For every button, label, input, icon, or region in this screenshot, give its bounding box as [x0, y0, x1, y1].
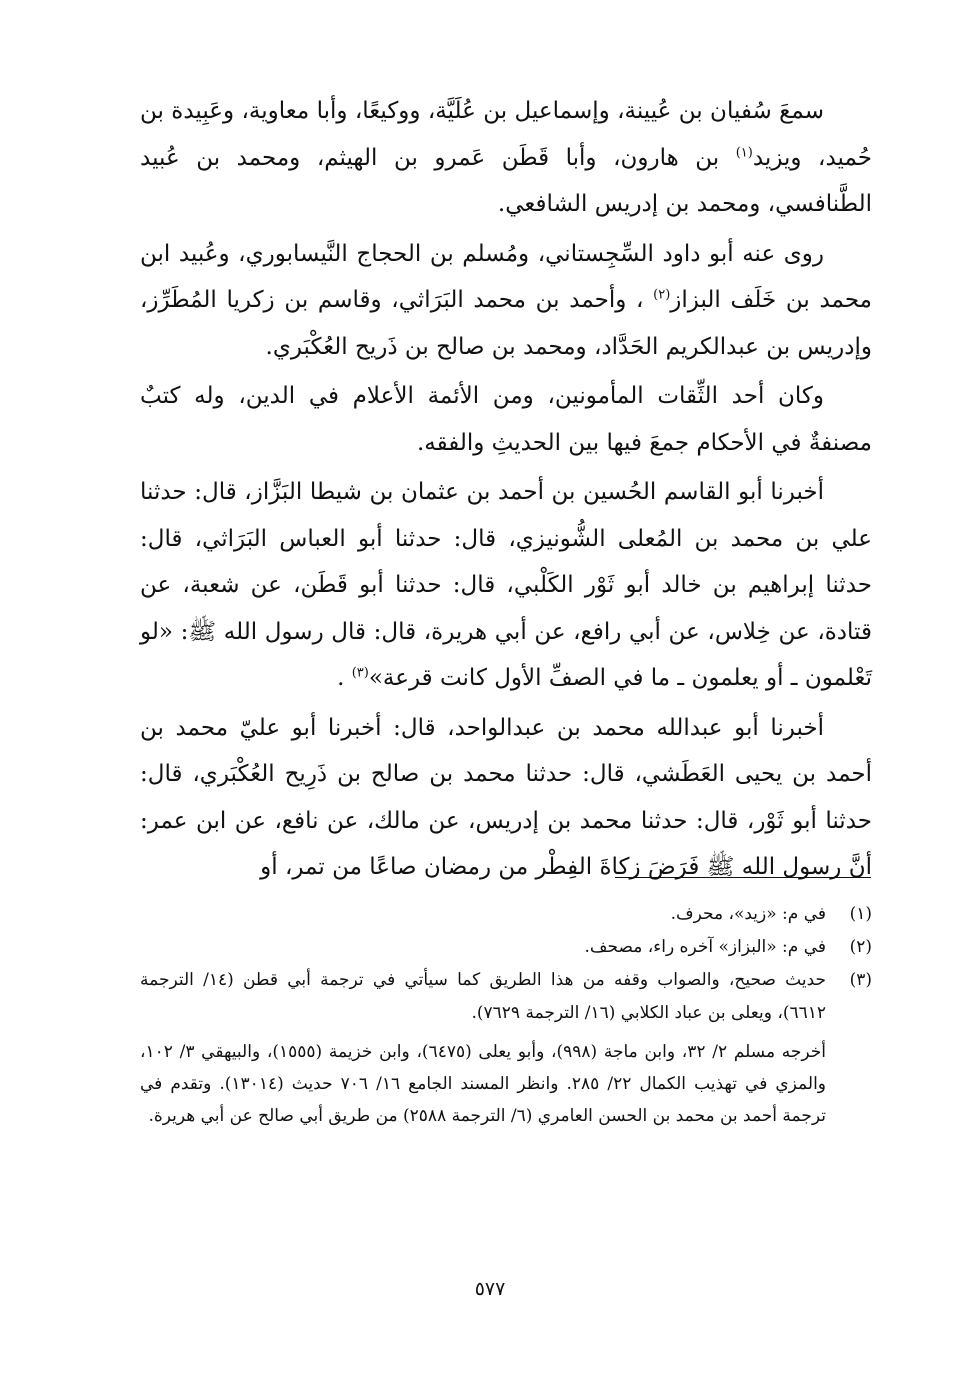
paragraph-students: روى عنه أبو داود السِّجِستاني، ومُسلم بن الحجاج النَّيسابوري، وعُبيد ابن محمد بن خَلَف البزاز$^{(٢)}$ ، وأحمد بن محمد البَرَاثي، وقاسم بن زكريا المُطَرِّز، وإدريس بن عبدالكريم الحَدَّاد، ومحمد بن صالح بن ذَريح العُكْبَري.	[140, 240, 872, 360]
main-text	[140, 88, 872, 894]
footnote-ref-2[interactable]: (٢)	[653, 287, 671, 303]
footnote-number: (٣)	[849, 970, 872, 990]
paragraph-hadith-1: أخبرنا أبو القاسم الحُسين بن أحمد بن عثمان بن شيطا البَزَّاز، قال: حدثنا علي بن محمد بن المُعلى الشُّونيزي، قال: حدثنا أبو العباس البَرَاثي، قال: حدثنا إبراهيم بن خالد أبو ثَوْر الكَلْبي، قال: حدثنا أبو قَطَن، عن شعبة، عن قتادة، عن خِلاس، عن أبي رافع، عن أبي هريرة، قال: قال رسول الله ﷺ: «لو تَعْلمون ـ أو يعلمون ـ ما في الصفِّ الأول كانت قرعة»$^{(٣)}$ .	[140, 479, 872, 691]
footnote-3-continuation: أخرجه مسلم ٢/ ٣٢، وابن ماجة (٩٩٨)، وأبو يعلى (٦٤٧٥)، وابن خزيمة (١٥٥٥)، والبيهقي ٣/ ١٠٢، والمزي في تهذيب الكمال ٢٢/ ٢٨٥. وانظر المسند الجامع ١٦/ ٧٠٦ حديث (١٣٠١٤). وتقدم في ترجمة أحمد بن محمد بن الحسن العامري (٦/ الترجمة ٢٥٨٨) من طريق أبي صالح عن أبي هريرة.	[140, 1042, 827, 1126]
footnote-text: حديث صحيح، والصواب وقفه من هذا الطريق كما سيأتي في ترجمة أبي قطن (١٤/ الترجمة ٦٦١٢)، ويعلى بن عباد الكلابي (١٦/ الترجمة ٧٦٢٩).	[140, 970, 827, 1023]
footnote-ref-1[interactable]: (١)	[735, 144, 753, 160]
footnote-number: (٢)	[849, 937, 872, 957]
paragraph-status: وكان أحد الثِّقات المأمونين، ومن الأئمة الأعلام في الدين، وله كتبٌ مصنفةٌ في الأحكام جمعَ فيها بين الحديثِ والفقه.	[140, 383, 872, 456]
footnote-ref-3[interactable]: (٣)	[351, 665, 369, 681]
page-number: ٥٧٧	[474, 1278, 506, 1300]
footnote-3	[140, 964, 872, 1030]
paragraph-teachers: سمعَ سُفيان بن عُيينة، وإسماعيل بن عُلَيَّة، ووكيعًا، وأبا معاوية، وعَبِيدة بن حُميد، ويزيد$^{(١)}$ بن هارون، وأبا قَطَن عَمرو بن الهيثم، ومحمد بن عُبيد الطَّنافسي، ومحمد بن إدريس الشافعي.	[140, 98, 872, 217]
footnote-text: في م: «زيد»، محرف.	[670, 904, 826, 924]
footnote-text: في م: «البزاز» آخره راء، مصحف.	[584, 937, 826, 957]
footnote-divider	[615, 877, 871, 878]
footnote-number: (١)	[849, 904, 872, 924]
footnote-1	[140, 898, 872, 931]
paragraph-hadith-2: أخبرنا أبو عبدالله محمد بن عبدالواحد، قال: أخبرنا أبو عليّ محمد بن أحمد بن يحيى العَطَشي، قال: حدثنا محمد بن صالح بن ذَرِيح العُكْبَري، قال: حدثنا أبو ثَوْر، قال: حدثنا محمد بن إدريس، عن مالك، عن نافع، عن ابن عمر: أنَّ رسول الله ﷺ فَرَضَ زكاةَ الفِطْر من رمضان صاعًا من تمر، أو	[140, 714, 872, 880]
footnote-2	[140, 931, 872, 964]
footnotes	[140, 898, 872, 1132]
